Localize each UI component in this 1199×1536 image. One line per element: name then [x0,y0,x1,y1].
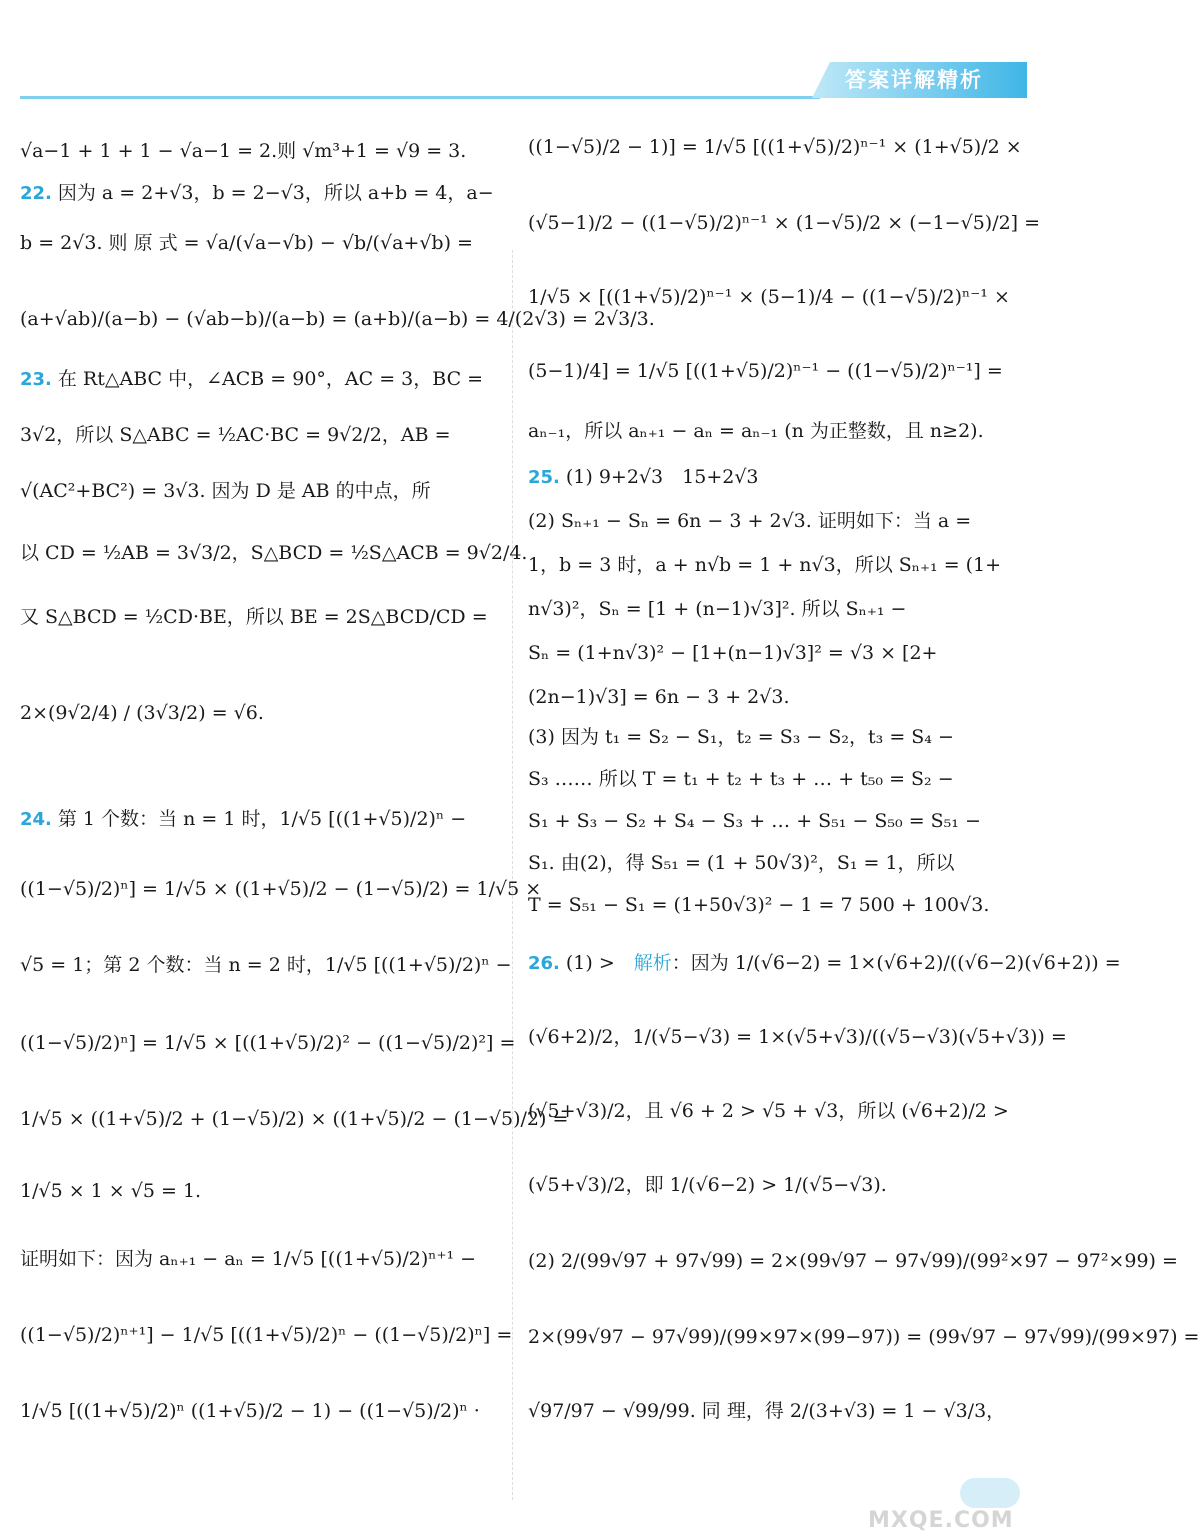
left-line-10 [20,806,466,833]
line-text: S₃ …… 所以 T = t₁ + t₂ + t₃ + … + t₅₀ = S₂ − [528,768,954,790]
line-text: 证明如下：因为 aₙ₊₁ − aₙ = 1/√5 [((1+√5)/2)ⁿ⁺¹ − [20,1248,477,1270]
line-text: √(AC²+BC²) = 3√3. 因为 D 是 AB 的中点，所 [20,480,431,502]
line-text: aₙ₋₁，所以 aₙ₊₁ − aₙ = aₙ₋₁ (n 为正整数，且 n≥2). [528,420,984,442]
right-line-17 [528,1024,1067,1050]
left-line-12 [20,952,512,978]
line-text: (2) 2/(99√97 + 97√99) = 2×(99√97 − 97√99)/(99²×97 − 97²×99) = [528,1250,1178,1272]
line-text: (√5+√3)/2，即 1/(√6−2) > 1/(√5−√3). [528,1174,887,1196]
line-text: 3√2，所以 S△ABC = ½AC·BC = 9√2/2，AB = [20,424,451,446]
watermark-badge-icon [960,1478,1020,1508]
line-text: 第 1 个数：当 n = 1 时，1/√5 [((1+√5)/2)ⁿ − [57,808,467,830]
line-text: √a−1 + 1 + 1 − √a−1 = 2.则 √m³+1 = √9 = 3. [20,140,467,162]
right-line-12 [528,766,954,792]
line-text: (1) 9+2√3 15+2√3 [565,466,759,488]
right-line-4 [528,418,984,444]
right-line-22 [528,1398,1005,1424]
left-line-9 [20,700,264,726]
left-line-11 [20,876,541,902]
line-text: (√6+2)/2，1/(√5−√3) = 1×(√5+√3)/((√5−√3)(√5+√3)) = [528,1026,1067,1048]
line-text: (2n−1)√3] = 6n − 3 + 2√3. [528,686,790,708]
line-text: 1/√5 × [((1+√5)/2)ⁿ⁻¹ × (5−1)/4 − ((1−√5)/2)ⁿ⁻¹ × [528,286,1010,308]
question-number: 22. [20,183,52,204]
line-text: 1/√5 × ((1+√5)/2 + (1−√5)/2) × ((1+√5)/2 − (1−√5)/2) = [20,1108,569,1130]
left-line-18 [20,1398,480,1424]
left-line-0 [20,138,466,164]
line-text: 2×(9√2/4) / (3√3/2) = √6. [20,702,264,724]
right-line-21 [528,1324,1199,1350]
watermark-text: MXQE.COM [868,1508,1014,1533]
left-line-14 [20,1106,568,1132]
line-text: (3) 因为 t₁ = S₂ − S₁，t₂ = S₃ − S₂，t₃ = S₄ − [528,726,954,748]
line-text: 1/√5 [((1+√5)/2)ⁿ ((1+√5)/2 − 1) − ((1−√5)/2)ⁿ · [20,1400,480,1422]
right-line-9 [528,640,937,666]
line-text: ((1−√5)/2)ⁿ⁺¹] − 1/√5 [((1+√5)/2)ⁿ − ((1−√5)/2)ⁿ] = [20,1324,513,1346]
right-line-15 [528,892,989,918]
right-line-8 [528,596,906,622]
line-text: 又 S△BCD = ½CD·BE，所以 BE = 2S△BCD/CD = [20,606,488,628]
left-line-1 [20,180,494,207]
right-line-3 [528,358,1003,384]
header-rule [20,96,820,99]
line-text: 以 CD = ½AB = 3√3/2，S△BCD = ½S△ACB = 9√2/4. [20,542,528,564]
line-text: (2) Sₙ₊₁ − Sₙ = 6n − 3 + 2√3. 证明如下：当 a = [528,510,972,532]
line-text: (5−1)/4] = 1/√5 [((1+√5)/2)ⁿ⁻¹ − ((1−√5)/2)ⁿ⁻¹] = [528,360,1003,382]
line-text: b = 2√3. 则 原 式 = √a/(√a−√b) − √b/(√a+√b) = [20,232,473,254]
right-line-14 [528,850,955,876]
left-line-5 [20,422,451,448]
header-title: 答案详解精析 [845,68,983,92]
line-text: 2×(99√97 − 97√99)/(99×97×(99−97)) = (99√97 − 97√99)/(99×97) = [528,1326,1199,1348]
right-line-20 [528,1248,1178,1274]
left-line-8 [20,604,488,630]
line-text: ((1−√5)/2)ⁿ] = 1/√5 × ((1+√5)/2 − (1−√5)/2) = 1/√5 × [20,878,542,900]
question-number: 26. [528,953,560,974]
line-text: 在 Rt△ABC 中，∠ACB = 90°，AC = 3，BC = [57,368,484,390]
line-text: 1，b = 3 时，a + n√b = 1 + n√3，所以 Sₙ₊₁ = (1+ [528,554,1002,576]
line-text: √97/97 − √99/99. 同 理，得 2/(3+√3) = 1 − √3/3， [528,1400,1006,1422]
right-line-1 [528,210,1040,236]
line-text: (√5+√3)/2，且 √6 + 2 > √5 + √3，所以 (√6+2)/2 > [528,1100,1009,1122]
line-text: (√5−1)/2 − ((1−√5)/2)ⁿ⁻¹ × (1−√5)/2 × (−1−√5)/2] = [528,212,1041,234]
left-line-13 [20,1030,515,1056]
right-line-19 [528,1172,887,1198]
right-line-18 [528,1098,1009,1124]
line-text: T = S₅₁ − S₁ = (1+50√3)² − 1 = 7 500 + 100√3. [528,894,990,916]
right-line-6 [528,508,971,534]
watermark-logo [868,1478,1038,1533]
right-line-16 [528,950,1121,977]
left-line-17 [20,1322,512,1348]
line-text: Sₙ = (1+n√3)² − [1+(n−1)√3]² = √3 × [2+ [528,642,938,664]
right-line-10 [528,684,790,710]
line-text: ((1−√5)/2 − 1)] = 1/√5 [((1+√5)/2)ⁿ⁻¹ × (1+√5)/2 × [528,136,1022,158]
left-line-7 [20,540,527,566]
line-text: (a+√ab)/(a−b) − (√ab−b)/(a−b) = (a+b)/(a−b) = 4/(2√3) = 2√3/3. [20,308,655,330]
right-line-5 [528,464,759,491]
right-line-11 [528,724,954,750]
column-divider [512,250,513,1500]
line-text: √5 = 1；第 2 个数：当 n = 2 时，1/√5 [((1+√5)/2)ⁿ − [20,954,512,976]
line-text: 因为 a = 2+√3，b = 2−√3，所以 a+b = 4，a− [57,182,494,204]
line-text: n√3)²，Sₙ = [1 + (n−1)√3]². 所以 Sₙ₊₁ − [528,598,907,620]
left-line-4 [20,366,483,393]
right-line-0 [528,134,1022,160]
line-text: (1) > 解析：因为 1/(√6−2) = 1×(√6+2)/((√6−2)(√6+2)) = [565,952,1121,974]
right-line-7 [528,552,1001,578]
left-line-2 [20,230,473,256]
line-text: S₁ + S₃ − S₂ + S₄ − S₃ + … + S₅₁ − S₅₀ = S₅₁ − [528,810,981,832]
right-line-13 [528,808,981,834]
right-line-2 [528,284,1010,310]
question-number: 25. [528,467,560,488]
line-text: ((1−√5)/2)ⁿ] = 1/√5 × [((1+√5)/2)² − ((1−√5)/2)²] = [20,1032,516,1054]
line-text: S₁. 由(2)，得 S₅₁ = (1 + 50√3)²，S₁ = 1，所以 [528,852,955,874]
question-number: 23. [20,369,52,390]
left-line-16 [20,1246,476,1272]
left-line-6 [20,478,431,504]
left-line-15 [20,1178,201,1204]
line-text: 1/√5 × 1 × √5 = 1. [20,1180,202,1202]
question-number: 24. [20,809,52,830]
